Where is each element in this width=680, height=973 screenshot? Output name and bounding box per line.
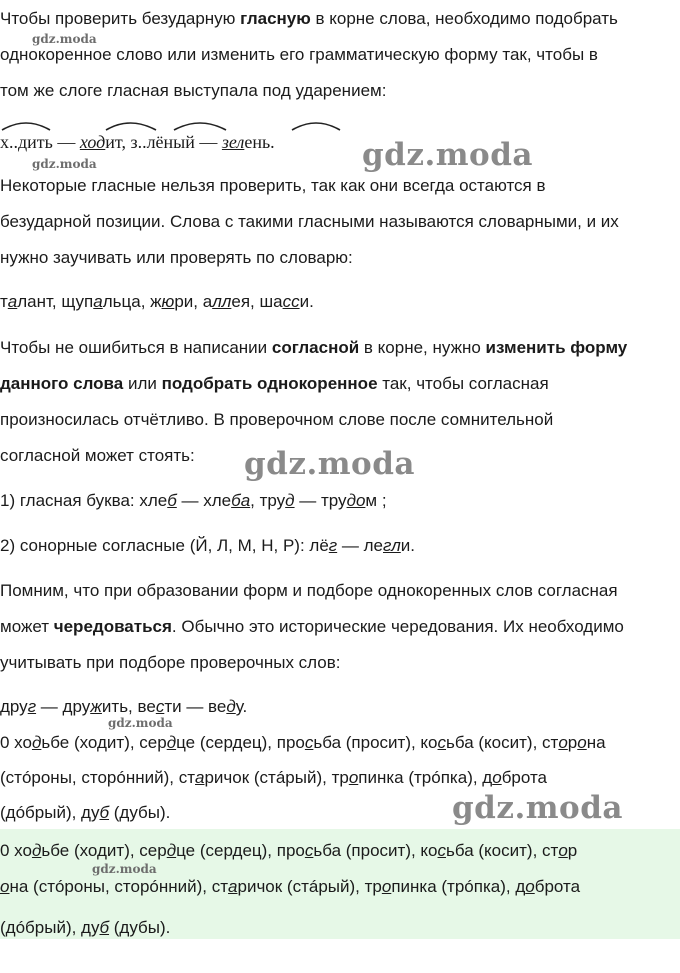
- text-span: лант, щуп: [17, 292, 94, 311]
- bold-term: согласной: [271, 338, 360, 357]
- bold-term: чередоваться: [53, 617, 172, 636]
- text-span: дру: [0, 697, 28, 716]
- text-span: Чтобы проверить безударную: [0, 9, 241, 28]
- highlighted-letter: а: [93, 292, 103, 311]
- answer-line3: [0, 910, 676, 946]
- highlighted-letter: д: [31, 841, 42, 860]
- text-span: пинка (трóпка), д: [391, 877, 526, 896]
- example2: [0, 689, 676, 725]
- highlighted-letter: о: [558, 733, 568, 752]
- text-span: так, чтобы согласная: [377, 374, 549, 393]
- text-span: (дóбрый), ду: [0, 803, 100, 822]
- text-span: т: [0, 292, 8, 311]
- text-span: или: [123, 374, 162, 393]
- word-root: ход: [79, 132, 106, 152]
- watermark-small: gdz.moda: [32, 32, 97, 46]
- watermark-large: gdz.moda: [244, 446, 415, 482]
- highlighted-letter: о: [492, 768, 502, 787]
- text-span: — ле: [337, 536, 383, 555]
- text-span: в корне, нужно: [359, 338, 486, 357]
- word-root: зел: [221, 132, 245, 152]
- highlighted-letter: с: [304, 733, 314, 752]
- text-span: 0 хо: [0, 733, 32, 752]
- text-span: (дóбрый), ду: [0, 918, 100, 937]
- text-span: , тру: [250, 491, 286, 510]
- exercise-line1: [0, 725, 676, 761]
- text-span: ьбе (ходит), сер: [41, 733, 167, 752]
- highlighted-letter: сс: [282, 292, 300, 311]
- text-span: и.: [299, 292, 314, 311]
- text-span: у.: [235, 697, 248, 716]
- highlighted-letter: лл: [212, 292, 232, 311]
- text-span: ти — ве: [164, 697, 227, 716]
- text-span: 1) гласная буква: хле: [0, 491, 168, 510]
- rule3-line3: произносилась отчётливо. В проверочном слове после сомнительной: [0, 410, 554, 429]
- watermark-large: gdz.moda: [362, 137, 533, 173]
- highlighted-letter: с: [155, 697, 165, 716]
- text-span: — дру: [36, 697, 91, 716]
- highlighted-letter: а: [7, 292, 18, 311]
- text-span: ея, ша: [231, 292, 283, 311]
- watermark-small: gdz.moda: [32, 157, 97, 171]
- highlighted-letter: о: [558, 841, 568, 860]
- item2: [0, 528, 676, 564]
- rule2-line1: Некоторые гласные нельзя проверить, так как они всегда остаются в: [0, 176, 546, 195]
- text-span: ьба (просит), ко: [313, 733, 438, 752]
- highlighted-letter: о: [381, 877, 392, 896]
- highlighted-letter: с: [437, 841, 447, 860]
- text-span: брота: [534, 877, 581, 896]
- highlighted-letter: о: [348, 768, 359, 787]
- highlighted-letter: д: [226, 697, 236, 716]
- highlighted-letter: б: [99, 918, 110, 937]
- dash: —: [57, 132, 76, 152]
- text-span: льца, ж: [102, 292, 162, 311]
- rule2-line2: безударной позиции. Слова с такими гласными называются словарными, и их: [0, 212, 619, 231]
- text-span: 0 хо: [0, 841, 32, 860]
- text-span: на: [586, 733, 606, 752]
- text-span: на (стóроны, сторóнний), ст: [9, 877, 229, 896]
- text-span: це (сердец), про: [176, 733, 305, 752]
- text-span: ричок (стáрый), тр: [204, 768, 349, 787]
- text-span: Чтобы не ошибиться в написании: [0, 338, 272, 357]
- word-with-root-arc: х..дить: [0, 132, 53, 152]
- text-span: — хле: [176, 491, 232, 510]
- dictionary-words: [0, 284, 676, 320]
- rule3-line1: [0, 330, 676, 366]
- rule3-line2: [0, 366, 676, 402]
- highlighted-letter: г: [27, 697, 37, 716]
- text-span: р: [567, 733, 578, 752]
- text-span: ить, ве: [101, 697, 156, 716]
- watermark-large: gdz.moda: [452, 790, 623, 826]
- rule1-line3: том же слоге гласная выступала под ударением:: [0, 81, 387, 100]
- text-span: ьбе (ходит), сер: [41, 841, 167, 860]
- rule1-line1: [0, 1, 676, 37]
- highlighted-letter: с: [437, 733, 447, 752]
- highlighted-letter: с: [304, 841, 314, 860]
- word-ending: ит,: [105, 132, 126, 152]
- rule2-line3: нужно заучивать или проверять по словарю:: [0, 248, 353, 267]
- watermark-small: gdz.moda: [92, 862, 157, 876]
- text-span: ьба (просит), ко: [313, 841, 438, 860]
- text-span: в корне слова, необходимо подобрать: [310, 9, 618, 28]
- text-span: ричок (стáрый), тр: [237, 877, 382, 896]
- word-ending: ень.: [244, 132, 275, 152]
- highlighted-letter: о: [0, 877, 10, 896]
- highlighted-letter: ю: [161, 292, 175, 311]
- rule3-line4: согласной может стоять:: [0, 446, 195, 465]
- text-span: (дубы).: [109, 803, 171, 822]
- highlighted-letter: б: [167, 491, 177, 510]
- text-span: ьба (косит), ст: [446, 733, 559, 752]
- highlighted-letter: ж: [90, 697, 102, 716]
- text-span: р: [567, 841, 578, 860]
- text-span: ри, а: [174, 292, 213, 311]
- rule4-line3: учитывать при подборе проверочных слов:: [0, 653, 341, 672]
- text-span: це (сердец), про: [176, 841, 305, 860]
- text-span: м ;: [365, 491, 387, 510]
- highlighted-letter: г: [328, 536, 338, 555]
- highlighted-letter: а: [195, 768, 205, 787]
- highlighted-letter: о: [577, 733, 587, 752]
- text-span: . Обычно это исторические чередования. Их необходимо: [171, 617, 624, 636]
- root-arcs: [0, 116, 380, 136]
- highlighted-letter: ба: [231, 491, 251, 510]
- bold-term: гласную: [240, 9, 311, 28]
- word-with-root-arc: з..лёный: [130, 132, 195, 152]
- highlighted-letter: д: [166, 841, 177, 860]
- highlighted-letter: о: [525, 877, 535, 896]
- highlighted-letter: а: [228, 877, 238, 896]
- watermark-small: gdz.moda: [108, 716, 173, 730]
- highlighted-letter: гл: [383, 536, 401, 555]
- bold-term: подобрать однокоренное: [161, 374, 378, 393]
- text-span: — тру: [294, 491, 347, 510]
- bold-term: изменить форму: [485, 338, 628, 357]
- text-span: (дубы).: [109, 918, 171, 937]
- highlighted-letter: до: [346, 491, 366, 510]
- rule1-line2: однокоренное слово или изменить его грамматическую форму так, чтобы в: [0, 45, 598, 64]
- highlighted-letter: б: [99, 803, 110, 822]
- item1: [0, 483, 676, 519]
- highlighted-letter: д: [285, 491, 295, 510]
- highlighted-letter: д: [166, 733, 177, 752]
- text-span: может: [0, 617, 54, 636]
- text-span: и.: [400, 536, 416, 555]
- bold-term: данного слова: [0, 374, 124, 393]
- highlighted-letter: д: [31, 733, 42, 752]
- dash: —: [199, 132, 218, 152]
- rule4-line1: Помним, что при образовании форм и подборе однокоренных слов согласная: [0, 581, 618, 600]
- text-span: ьба (косит), ст: [446, 841, 559, 860]
- text-span: (стóроны, сторóнний), ст: [0, 768, 195, 787]
- text-span: пинка (трóпка), д: [358, 768, 493, 787]
- text-span: брота: [501, 768, 548, 787]
- rule4-line2: [0, 609, 676, 645]
- text-span: 2) сонорные согласные (Й, Л, М, Н, Р): лё: [0, 536, 329, 555]
